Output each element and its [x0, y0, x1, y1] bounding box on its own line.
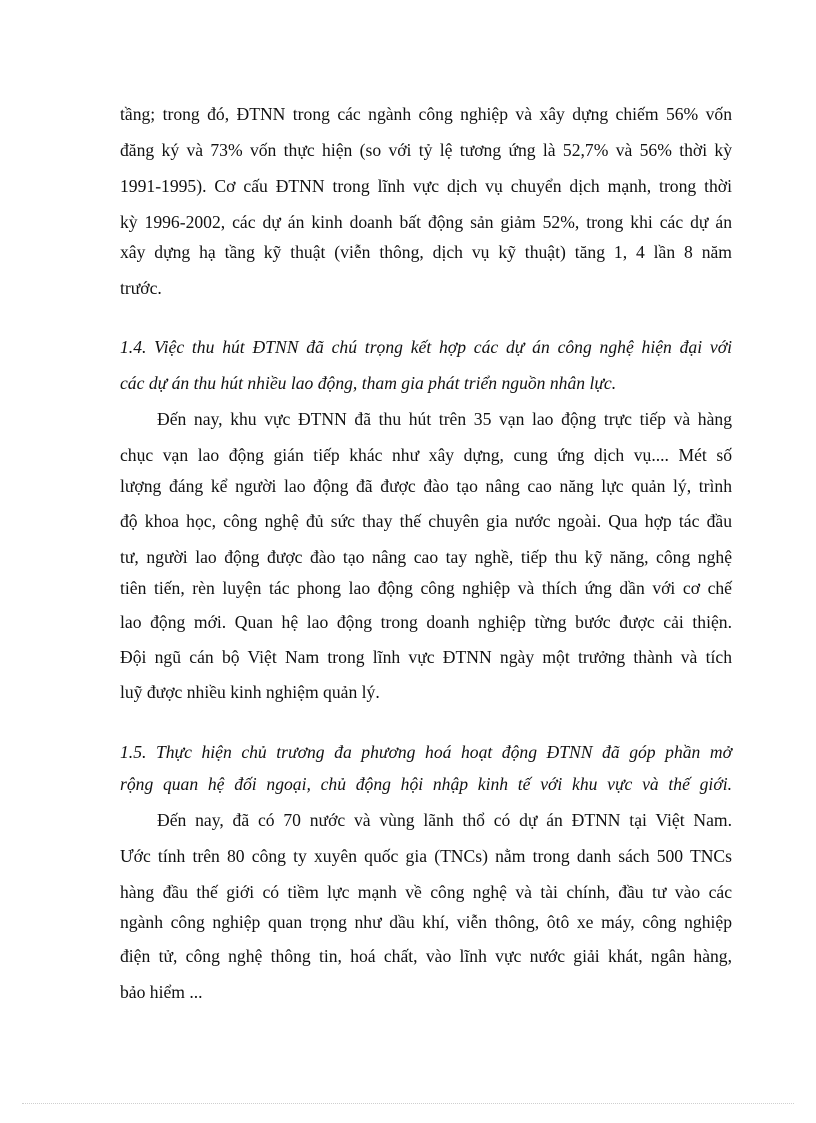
footer-divider: [22, 1103, 794, 1104]
paragraph-line: bảo hiểm ...: [120, 982, 203, 1002]
paragraph-line: tầng; trong đó, ĐTNN trong các ngành công nghiệp và xây dựng chiếm 56% vốn: [120, 104, 732, 124]
paragraph-line: độ khoa học, công nghệ đủ sức thay thế chuyên gia nước ngoài. Qua hợp tác đầu: [120, 511, 732, 531]
paragraph-line: hàng đầu thế giới có tiềm lực mạnh về công nghệ và tài chính, đầu tư vào các: [120, 882, 732, 902]
paragraph-line: điện tử, công nghệ thông tin, hoá chất, vào lĩnh vực nước giải khát, ngân hàng,: [120, 946, 732, 966]
paragraph-line: lao động mới. Quan hệ lao động trong doanh nghiệp từng bước được cải thiện.: [120, 612, 732, 632]
paragraph-line: chục vạn lao động gián tiếp khác như xây dựng, cung ứng dịch vụ.... Mét số: [120, 445, 732, 465]
section-heading-line: 1.4. Việc thu hút ĐTNN đã chú trọng kết hợp các dự án công nghệ hiện đại với: [120, 337, 732, 357]
paragraph-line: trước.: [120, 278, 162, 298]
paragraph-line: kỳ 1996-2002, các dự án kinh doanh bất động sản giảm 52%, trong khi các dự án: [120, 212, 732, 232]
paragraph-line: tư, người lao động được đào tạo nâng cao tay nghề, tiếp thu kỹ năng, công nghệ: [120, 547, 732, 567]
paragraph-line: lượng đáng kể người lao động đã được đào tạo nâng cao năng lực quản lý, trình: [120, 476, 732, 496]
section-heading-line: 1.5. Thực hiện chủ trương đa phương hoá hoạt động ĐTNN đã góp phần mở: [120, 742, 732, 762]
paragraph-line: xây dựng hạ tầng kỹ thuật (viễn thông, dịch vụ kỹ thuật) tăng 1, 4 lần 8 năm: [120, 242, 732, 262]
paragraph-line: ngành công nghiệp quan trọng như dầu khí, viễn thông, ôtô xe máy, công nghiệp: [120, 912, 732, 932]
section-heading-line: rộng quan hệ đối ngoại, chủ động hội nhập kinh tế với khu vực và thế giới.: [120, 774, 732, 794]
paragraph-line: Ước tính trên 80 công ty xuyên quốc gia (TNCs) nằm trong danh sách 500 TNCs: [120, 846, 732, 866]
paragraph-line: tiên tiến, rèn luyện tác phong lao động công nghiệp và thích ứng dần với cơ chế: [120, 578, 732, 598]
paragraph-line: luỹ được nhiều kinh nghiệm quản lý.: [120, 682, 380, 702]
paragraph-line: 1991-1995). Cơ cấu ĐTNN trong lĩnh vực dịch vụ chuyển dịch mạnh, trong thời: [120, 176, 732, 196]
paragraph-line: Đến nay, đã có 70 nước và vùng lãnh thổ có dự án ĐTNN tại Việt Nam.: [157, 810, 732, 830]
paragraph-line: Đội ngũ cán bộ Việt Nam trong lĩnh vực ĐTNN ngày một trưởng thành và tích: [120, 647, 732, 667]
section-heading-line: các dự án thu hút nhiều lao động, tham gia phát triển nguồn nhân lực.: [120, 373, 617, 393]
paragraph-line: Đến nay, khu vực ĐTNN đã thu hút trên 35 vạn lao động trực tiếp và hàng: [157, 409, 732, 429]
paragraph-line: đăng ký và 73% vốn thực hiện (so với tỷ lệ tương ứng là 52,7% và 56% thời kỳ: [120, 140, 732, 160]
